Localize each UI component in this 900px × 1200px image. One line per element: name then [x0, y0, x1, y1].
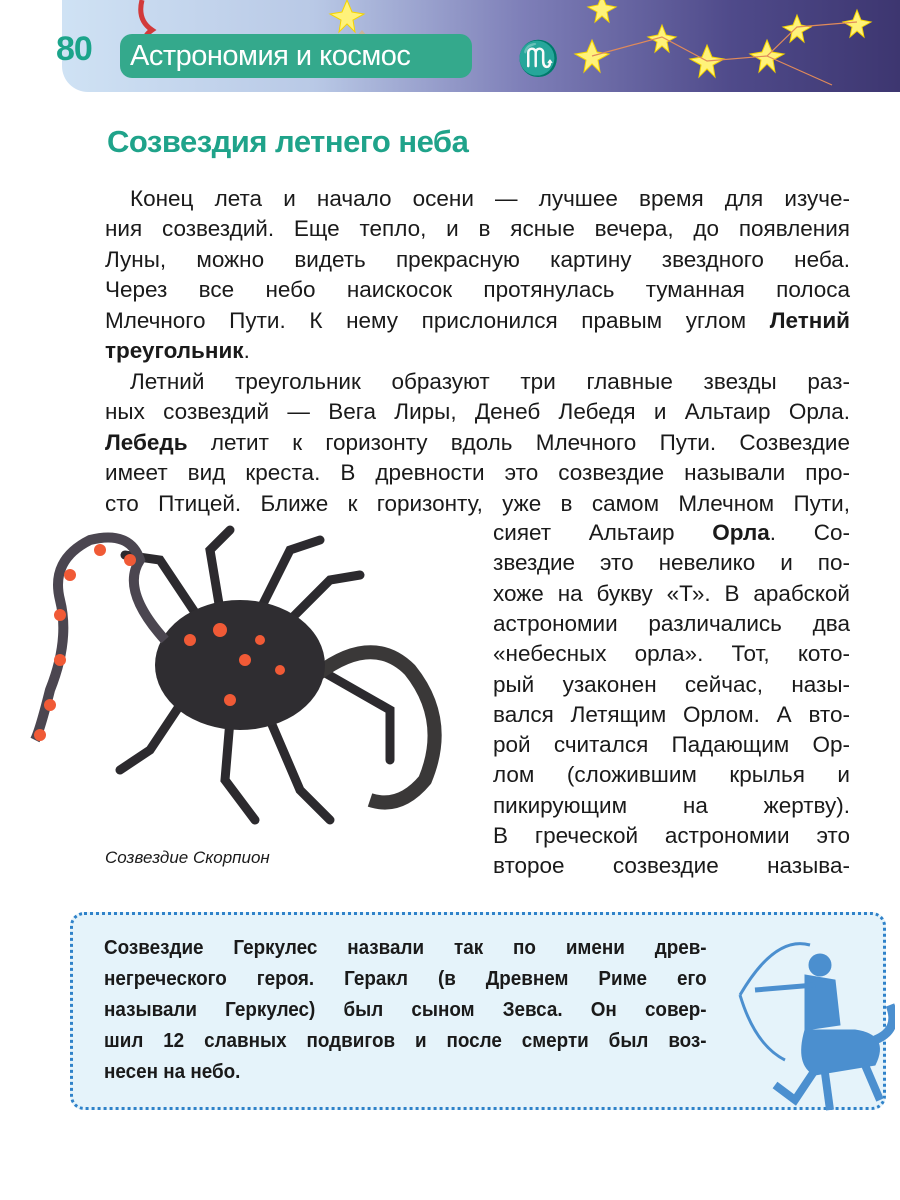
- text-line: [493, 639, 850, 669]
- text-segment: второе созвездие называ-: [493, 853, 850, 879]
- bold-term: Орла: [712, 520, 770, 545]
- illustration-caption: Созвездие Скорпион: [105, 848, 270, 867]
- text-segment: .: [243, 338, 250, 363]
- text-line: [105, 397, 850, 427]
- bold-term: Летний: [769, 307, 850, 333]
- star-icon: [783, 15, 811, 42]
- text-segment: звездие это невелико и по-: [493, 550, 850, 576]
- text-segment: Летний треугольник образуют три главные звезды раз-: [130, 369, 850, 394]
- text-segment: рой считался Падающим Ор-: [493, 732, 850, 758]
- text-line: [105, 336, 250, 366]
- text-line: [493, 760, 850, 790]
- page-number: 80: [56, 30, 92, 68]
- star-icon: [588, 0, 616, 22]
- text-segment: Луны, можно видеть прекрасную картину звездного неба.: [105, 246, 850, 272]
- text-line: [130, 184, 850, 214]
- text-line: [105, 489, 850, 519]
- text-line: [493, 821, 850, 851]
- bold-term: Лебедь: [105, 429, 188, 455]
- text-segment: В греческой астрономии это: [493, 823, 850, 848]
- text-segment: ния созвездий. Еще тепло, и в ясные вечера, до появления: [105, 216, 850, 242]
- text-line: [105, 245, 850, 275]
- text-line: [493, 609, 850, 639]
- text-line: [493, 730, 850, 760]
- text-segment: Через все небо наискосок протянулась туманная полоса: [105, 277, 850, 303]
- text-segment: ных созвездий — Вега Лиры, Денеб Лебедя и Альтаир Орла.: [105, 399, 850, 425]
- info-box-line: Созвездие Геркулес назвали так по имени древ-: [104, 936, 707, 959]
- text-line: [493, 548, 850, 578]
- text-line: [130, 367, 850, 397]
- text-segment: лом (сложившим крылья и: [493, 762, 850, 788]
- info-box-line: несен на небо.: [104, 1060, 241, 1083]
- text-segment: пикирующим на жертву).: [493, 792, 850, 818]
- text-line: [105, 306, 850, 336]
- text-line: [493, 791, 850, 821]
- star-icon: [843, 10, 871, 37]
- text-line: [493, 579, 850, 609]
- text-line: [493, 670, 850, 700]
- text-segment: вался Летящим Орлом. А вто-: [493, 701, 850, 727]
- text-line: [493, 700, 850, 730]
- text-segment: Млечного Пути. К нему прислонился правым углом: [105, 307, 770, 333]
- text-segment: «небесных орла». Тот, кото-: [493, 641, 850, 667]
- text-segment: летит к горизонту вдоль Млечного Пути. Созвездие: [187, 429, 850, 455]
- sagittarius-silhouette-icon: [735, 935, 895, 1115]
- text-line: [105, 214, 850, 244]
- text-segment: сияет Альтаир: [493, 520, 713, 545]
- text-line: [105, 428, 850, 458]
- text-segment: рый узаконен сейчас, назы-: [493, 671, 850, 697]
- info-box-line: называли Геркулес) был сыном Зевса. Он совер-: [104, 998, 707, 1021]
- page-title: Созвездия летнего неба: [107, 124, 469, 159]
- star-icon: [648, 25, 676, 52]
- text-line: [105, 275, 850, 305]
- info-box-line: негреческого героя. Геракл (в Древнем Риме его: [104, 967, 707, 990]
- section-label: Астрономия и космос: [120, 34, 472, 78]
- scorpion-illustration: [30, 520, 470, 840]
- info-box-line: шил 12 славных подвигов и после смерти был воз-: [104, 1029, 707, 1052]
- text-line: [493, 851, 850, 881]
- text-segment: сто Птицей. Ближе к горизонту, уже в самом Млечном Пути,: [105, 490, 850, 516]
- star-icon: [330, 0, 364, 32]
- text-line: [105, 458, 850, 488]
- text-segment: имеет вид креста. В древности это созвездие называли про-: [105, 460, 850, 486]
- text-segment: астрономии различались два: [493, 610, 850, 636]
- text-segment: хоже на букву «Т». В арабской: [493, 580, 850, 606]
- text-segment: . Со-: [769, 520, 850, 545]
- text-line: [493, 518, 850, 548]
- bold-term: треугольник: [105, 338, 244, 363]
- text-segment: Конец лета и начало осени — лучшее время для изуче-: [130, 186, 850, 211]
- scorpio-sign-icon: ♏: [517, 39, 560, 79]
